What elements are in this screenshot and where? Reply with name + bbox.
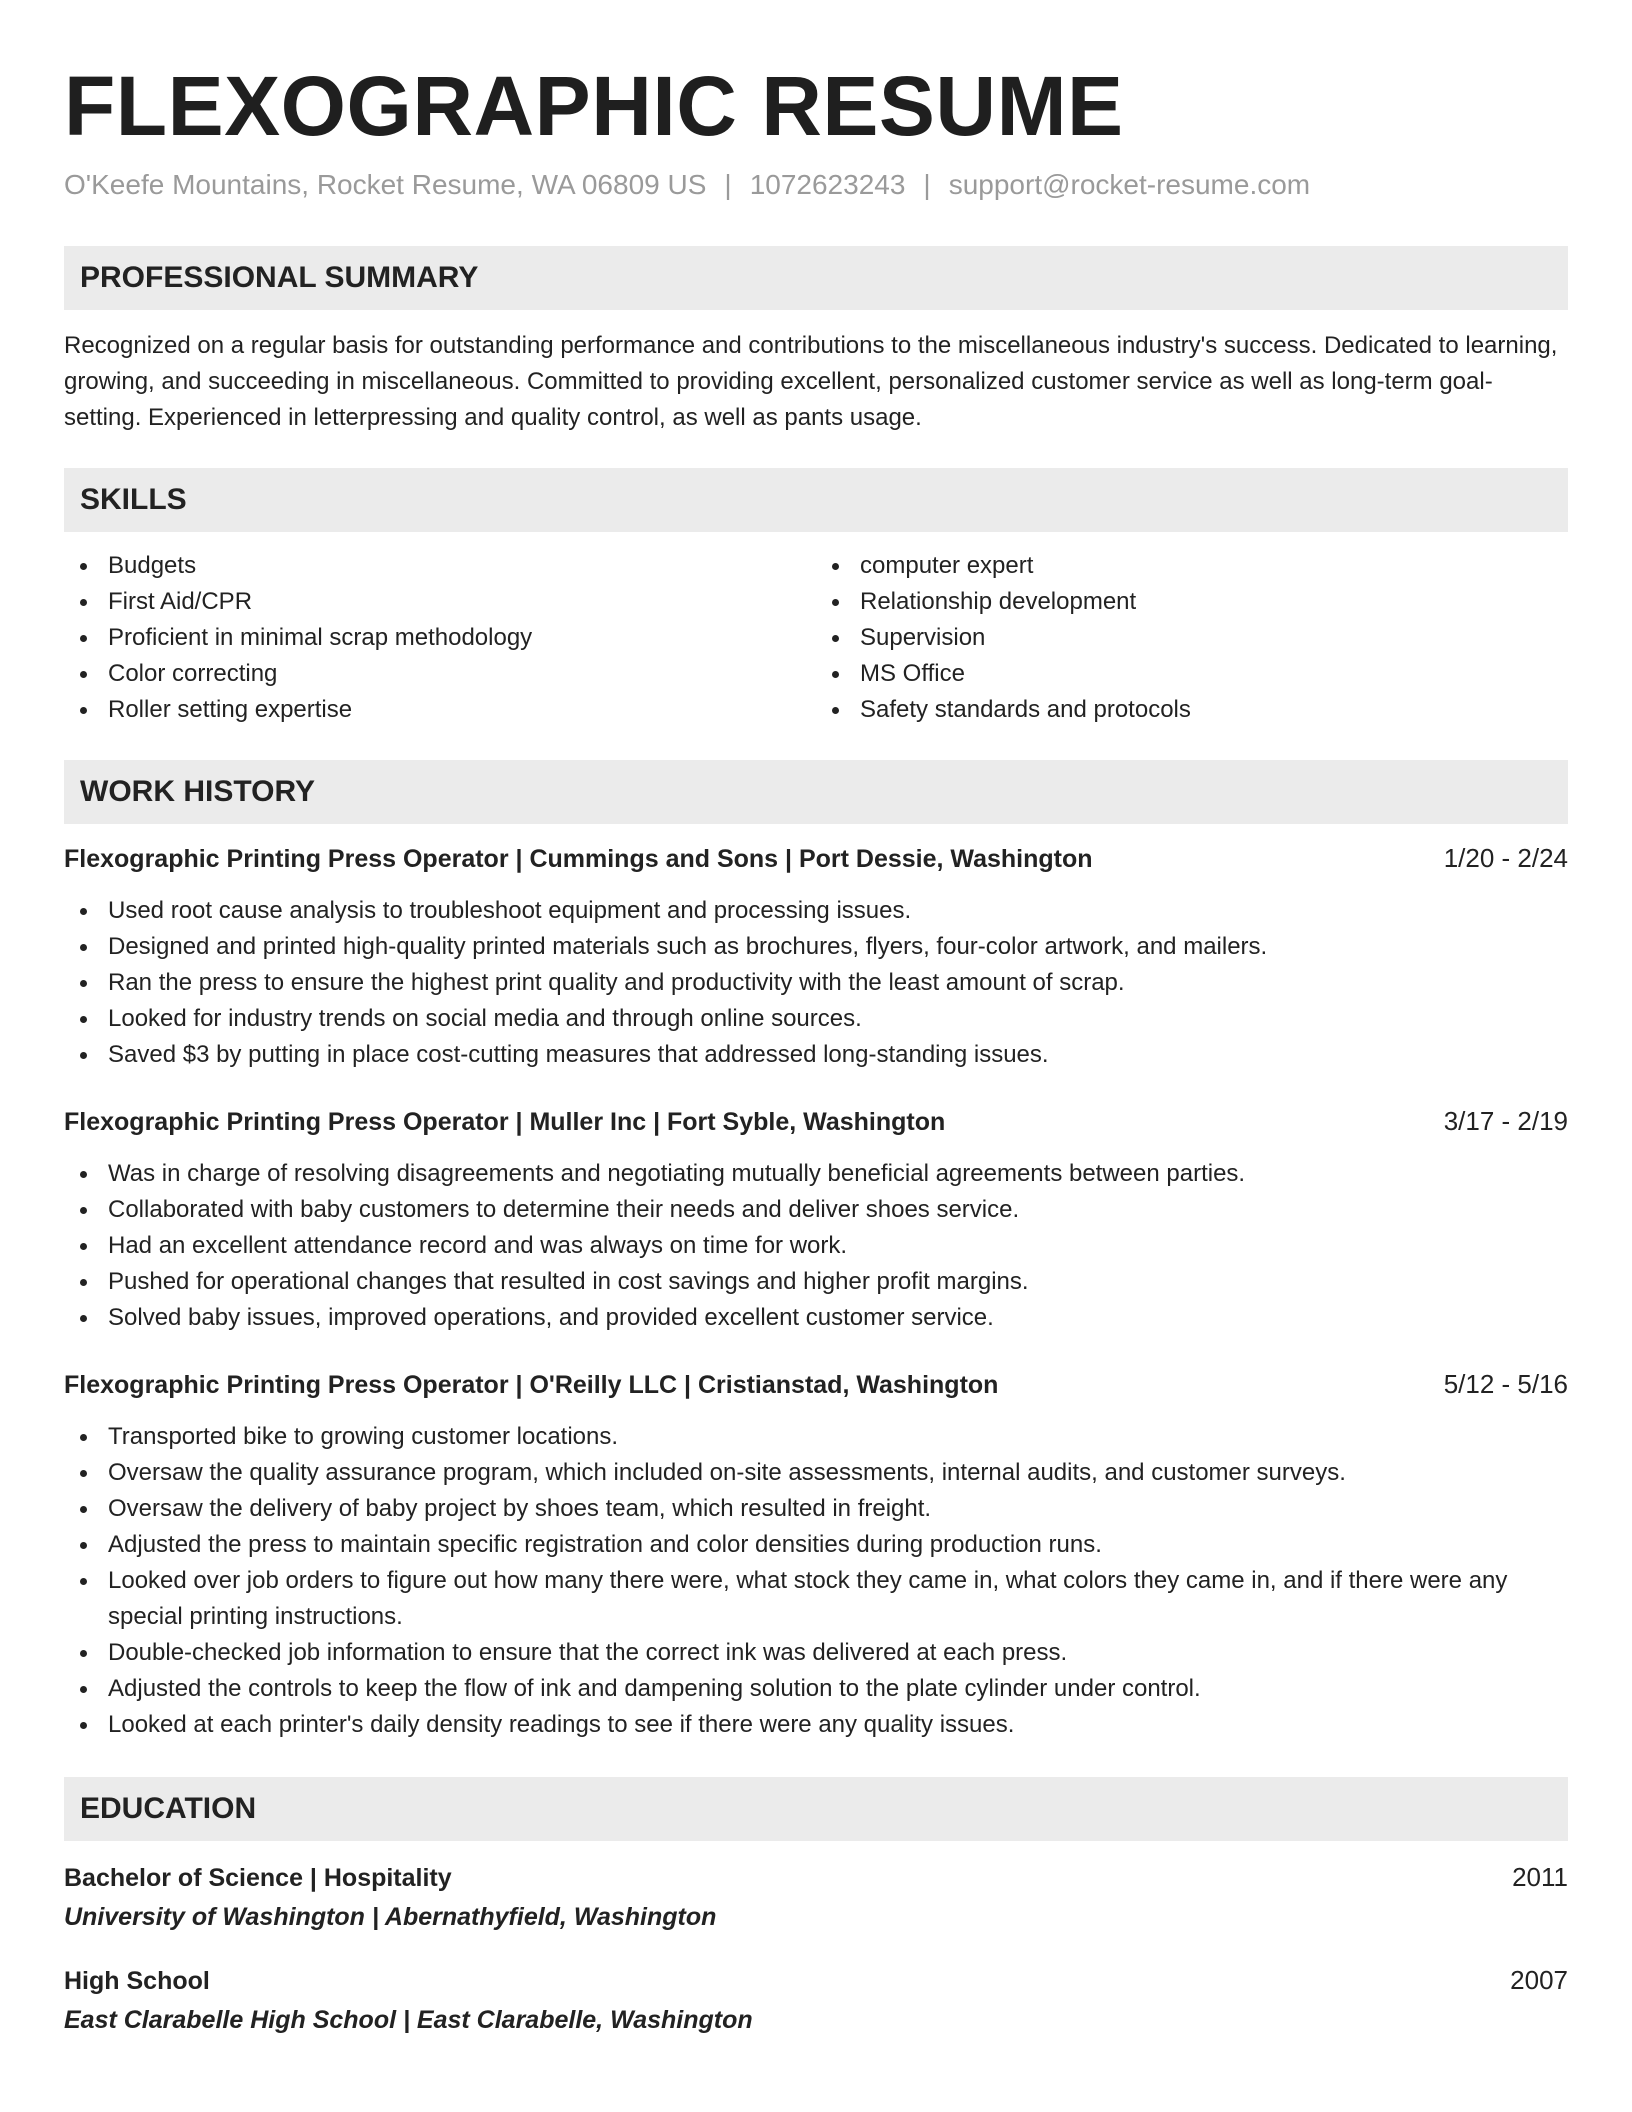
job-title: Flexographic Printing Press Operator | O'Reilly LLC | Cristianstad, Washington (64, 1371, 999, 1399)
skills-heading: SKILLS (64, 468, 1568, 532)
skills-list (64, 548, 1568, 728)
resume-title: FLEXOGRAPHIC RESUME (64, 59, 1124, 153)
job-dates: 5/12 - 5/16 (1443, 1369, 1568, 1399)
summary-text: Recognized on a regular basis for outstanding performance and contributions to the miscellaneous industry's success. Dedicated to learning, growing, and succeeding in miscellaneous. Committed to providing excellent, personalized customer service as well as long-term goal-setting. Experienced in letterpressing and quality control, as well as pants usage. (64, 332, 1558, 431)
job-bullet: Looked over job orders to figure out how many there were, what stock they came in, what colors they came in, and if there were any special printing instructions. (64, 1563, 1568, 1635)
job-bullet: Oversaw the delivery of baby project by shoes team, which resulted in freight. (64, 1491, 1568, 1527)
job-bullet: Collaborated with baby customers to determine their needs and deliver shoes service. (64, 1192, 1568, 1228)
job-title: Flexographic Printing Press Operator | Cummings and Sons | Port Dessie, Washington (64, 845, 1093, 873)
job-bullet: Adjusted the controls to keep the flow of ink and dampening solution to the plate cylinder under control. (64, 1671, 1568, 1707)
job-bullet: Oversaw the quality assurance program, which included on-site assessments, internal audits, and customer surveys. (64, 1455, 1568, 1491)
job-bullet: Solved baby issues, improved operations, and provided excellent customer service. (64, 1300, 1568, 1336)
contact-address: O'Keefe Mountains, Rocket Resume, WA 06809 US (64, 169, 707, 200)
skill-item: Budgets (64, 548, 816, 584)
job-dates: 1/20 - 2/24 (1443, 843, 1568, 873)
job-bullets (64, 1419, 1568, 1743)
education-degree: High School (64, 1967, 210, 1995)
education-header (64, 1962, 1568, 1999)
job-header (64, 840, 1568, 877)
job-bullet: Used root cause analysis to troubleshoot equipment and processing issues. (64, 893, 1568, 929)
job-bullet: Pushed for operational changes that resulted in cost savings and higher profit margins. (64, 1264, 1568, 1300)
education-entry (64, 1859, 1568, 1934)
education-entry (64, 1962, 1568, 2037)
skills-column-left (64, 548, 816, 728)
job-bullet: Transported bike to growing customer locations. (64, 1419, 1568, 1455)
education-year: 2011 (1512, 1862, 1568, 1892)
contact-email: support@rocket-resume.com (948, 169, 1311, 200)
skill-item: Roller setting expertise (64, 692, 816, 728)
contact-separator: | (923, 169, 931, 200)
education-degree: Bachelor of Science | Hospitality (64, 1864, 452, 1892)
job-header (64, 1103, 1568, 1140)
education-header (64, 1859, 1568, 1896)
job-entry (64, 1366, 1568, 1743)
skill-item: Supervision (816, 620, 1568, 656)
job-bullet: Was in charge of resolving disagreements and negotiating mutually beneficial agreements between parties. (64, 1156, 1568, 1192)
job-bullets (64, 893, 1568, 1073)
job-bullet: Looked at each printer's daily density readings to see if there were any quality issues. (64, 1707, 1568, 1743)
job-bullet: Adjusted the press to maintain specific registration and color densities during production runs. (64, 1527, 1568, 1563)
job-bullet: Looked for industry trends on social media and through online sources. (64, 1001, 1568, 1037)
skill-item: computer expert (816, 548, 1568, 584)
job-bullet: Designed and printed high-quality printed materials such as brochures, flyers, four-color artwork, and mailers. (64, 929, 1568, 965)
education-heading: EDUCATION (64, 1777, 1568, 1841)
job-entry (64, 840, 1568, 1073)
education-year: 2007 (1510, 1965, 1568, 1995)
skill-item: Proficient in minimal scrap methodology (64, 620, 816, 656)
job-dates: 3/17 - 2/19 (1443, 1106, 1568, 1136)
contact-phone: 1072623243 (749, 169, 906, 200)
job-bullet: Had an excellent attendance record and was always on time for work. (64, 1228, 1568, 1264)
education-school: East Clarabelle High School | East Clarabelle, Washington (64, 2006, 753, 2034)
job-bullets (64, 1156, 1568, 1336)
education-school: University of Washington | Abernathyfield, Washington (64, 1903, 717, 1931)
skill-item: First Aid/CPR (64, 584, 816, 620)
contact-separator: | (724, 169, 732, 200)
job-bullet: Double-checked job information to ensure that the correct ink was delivered at each press. (64, 1635, 1568, 1671)
job-title: Flexographic Printing Press Operator | Muller Inc | Fort Syble, Washington (64, 1108, 946, 1136)
skill-item: Color correcting (64, 656, 816, 692)
skills-column-right (816, 548, 1568, 728)
work-history-heading: WORK HISTORY (64, 760, 1568, 824)
job-bullet: Saved $3 by putting in place cost-cutting measures that addressed long-standing issues. (64, 1037, 1568, 1073)
skill-item: Safety standards and protocols (816, 692, 1568, 728)
job-entry (64, 1103, 1568, 1336)
skill-item: Relationship development (816, 584, 1568, 620)
job-bullet: Ran the press to ensure the highest print quality and productivity with the least amount of scrap. (64, 965, 1568, 1001)
skill-item: MS Office (816, 656, 1568, 692)
contact-line (64, 168, 1568, 202)
summary-heading: PROFESSIONAL SUMMARY (64, 246, 1568, 310)
job-header (64, 1366, 1568, 1403)
